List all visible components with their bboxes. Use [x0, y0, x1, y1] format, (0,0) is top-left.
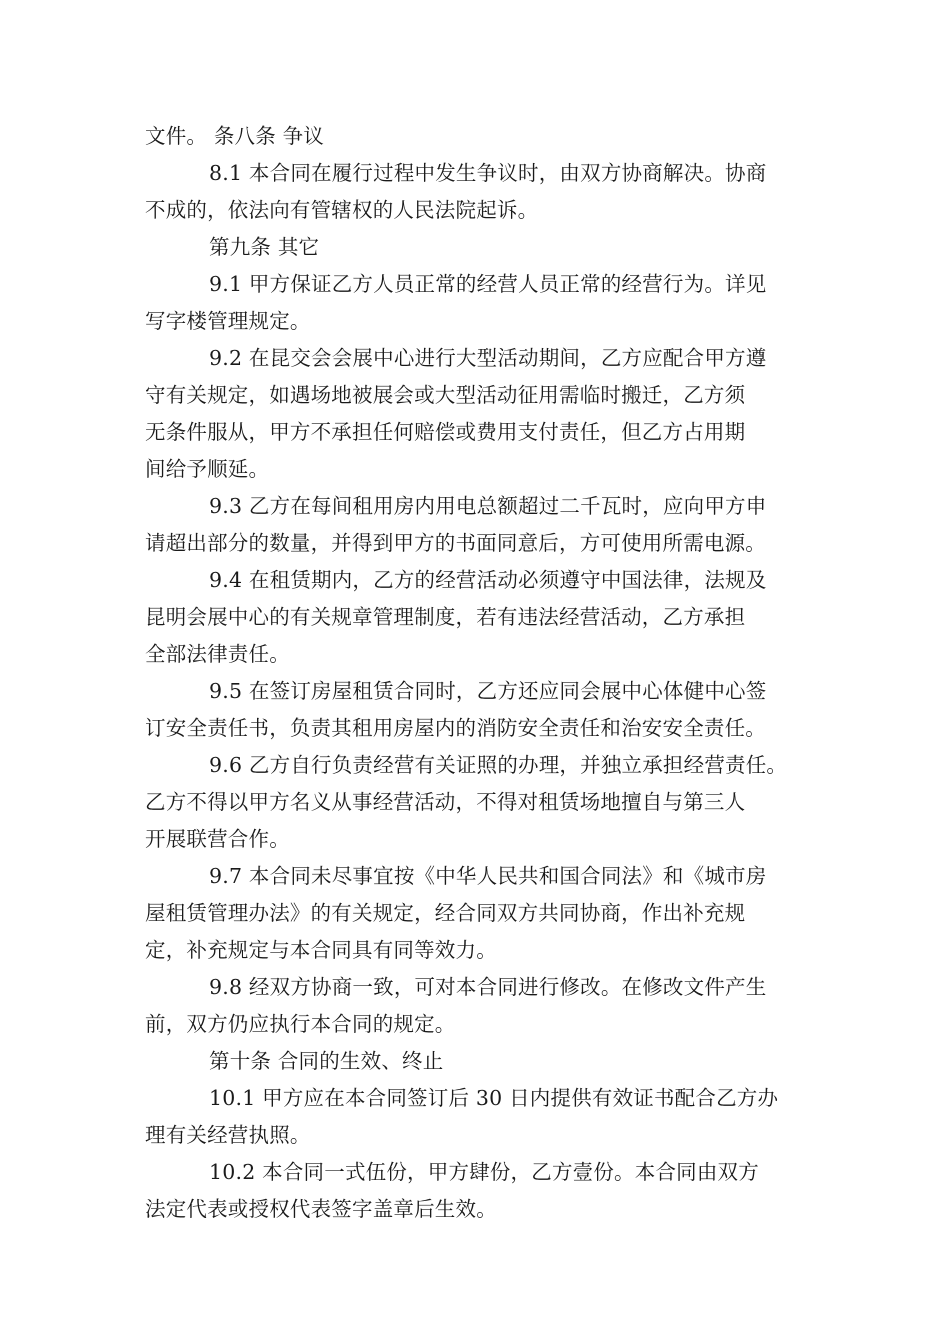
text-line: 9.7 本合同未尽事宜按《中华人民共和国合同法》和《城市房 [209, 864, 767, 888]
text-line: 9.6 乙方自行负责经营有关证照的办理，并独立承担经营责任。 [209, 753, 788, 777]
text-line: 9.4 在租赁期内，乙方的经营活动必须遵守中国法律，法规及 [209, 568, 767, 592]
text-line: 9.2 在昆交会会展中心进行大型活动期间，乙方应配合甲方遵 [209, 346, 767, 370]
text-line: 守有关规定，如遇场地被展会或大型活动征用需临时搬迁，乙方须 [145, 383, 746, 407]
text-line: 请超出部分的数量，并得到甲方的书面同意后，方可使用所需电源。 [145, 531, 766, 555]
text-line: 9.3 乙方在每间租用房内用电总额超过二千瓦时，应向甲方申 [209, 494, 767, 518]
section-heading: 第十条 合同的生效、终止 [209, 1049, 444, 1073]
text-line: 10.1 甲方应在本合同签订后 30 日内提供有效证书配合乙方办 [209, 1086, 779, 1110]
text-line: 不成的，依法向有管辖权的人民法院起诉。 [145, 198, 539, 222]
text-line: 写字楼管理规定。 [145, 309, 311, 333]
text-line: 前，双方仍应执行本合同的规定。 [145, 1012, 456, 1036]
text-line: 9.8 经双方协商一致，可对本合同进行修改。在修改文件产生 [209, 975, 767, 999]
text-line: 定，补充规定与本合同具有同等效力。 [145, 938, 497, 962]
text-line: 开展联营合作。 [145, 827, 290, 851]
text-line: 订安全责任书，负责其租用房屋内的消防安全责任和治安安全责任。 [145, 716, 766, 740]
text-line: 9.1 甲方保证乙方人员正常的经营人员正常的经营行为。详见 [209, 272, 767, 296]
text-line: 10.2 本合同一式伍份，甲方肆份，乙方壹份。本合同由双方 [209, 1160, 759, 1184]
text-line: 屋租赁管理办法》的有关规定，经合同双方共同协商，作出补充规 [145, 901, 746, 925]
text-line: 文件。 条八条 争议 [145, 124, 325, 148]
text-line: 间给予顺延。 [145, 457, 270, 481]
text-line: 无条件服从，甲方不承担任何赔偿或费用支付责任，但乙方占用期 [145, 420, 746, 444]
text-line: 昆明会展中心的有关规章管理制度，若有违法经营活动，乙方承担 [145, 605, 746, 629]
section-heading: 第九条 其它 [209, 235, 320, 259]
text-line: 法定代表或授权代表签字盖章后生效。 [145, 1197, 497, 1221]
text-line: 全部法律责任。 [145, 642, 290, 666]
text-line: 理有关经营执照。 [145, 1123, 311, 1147]
text-line: 8.1 本合同在履行过程中发生争议时，由双方协商解决。协商 [209, 161, 767, 185]
text-line: 9.5 在签订房屋租赁合同时，乙方还应同会展中心体健中心签 [209, 679, 767, 703]
text-line: 乙方不得以甲方名义从事经营活动，不得对租赁场地擅自与第三人 [145, 790, 746, 814]
document-page [145, 118, 815, 1228]
